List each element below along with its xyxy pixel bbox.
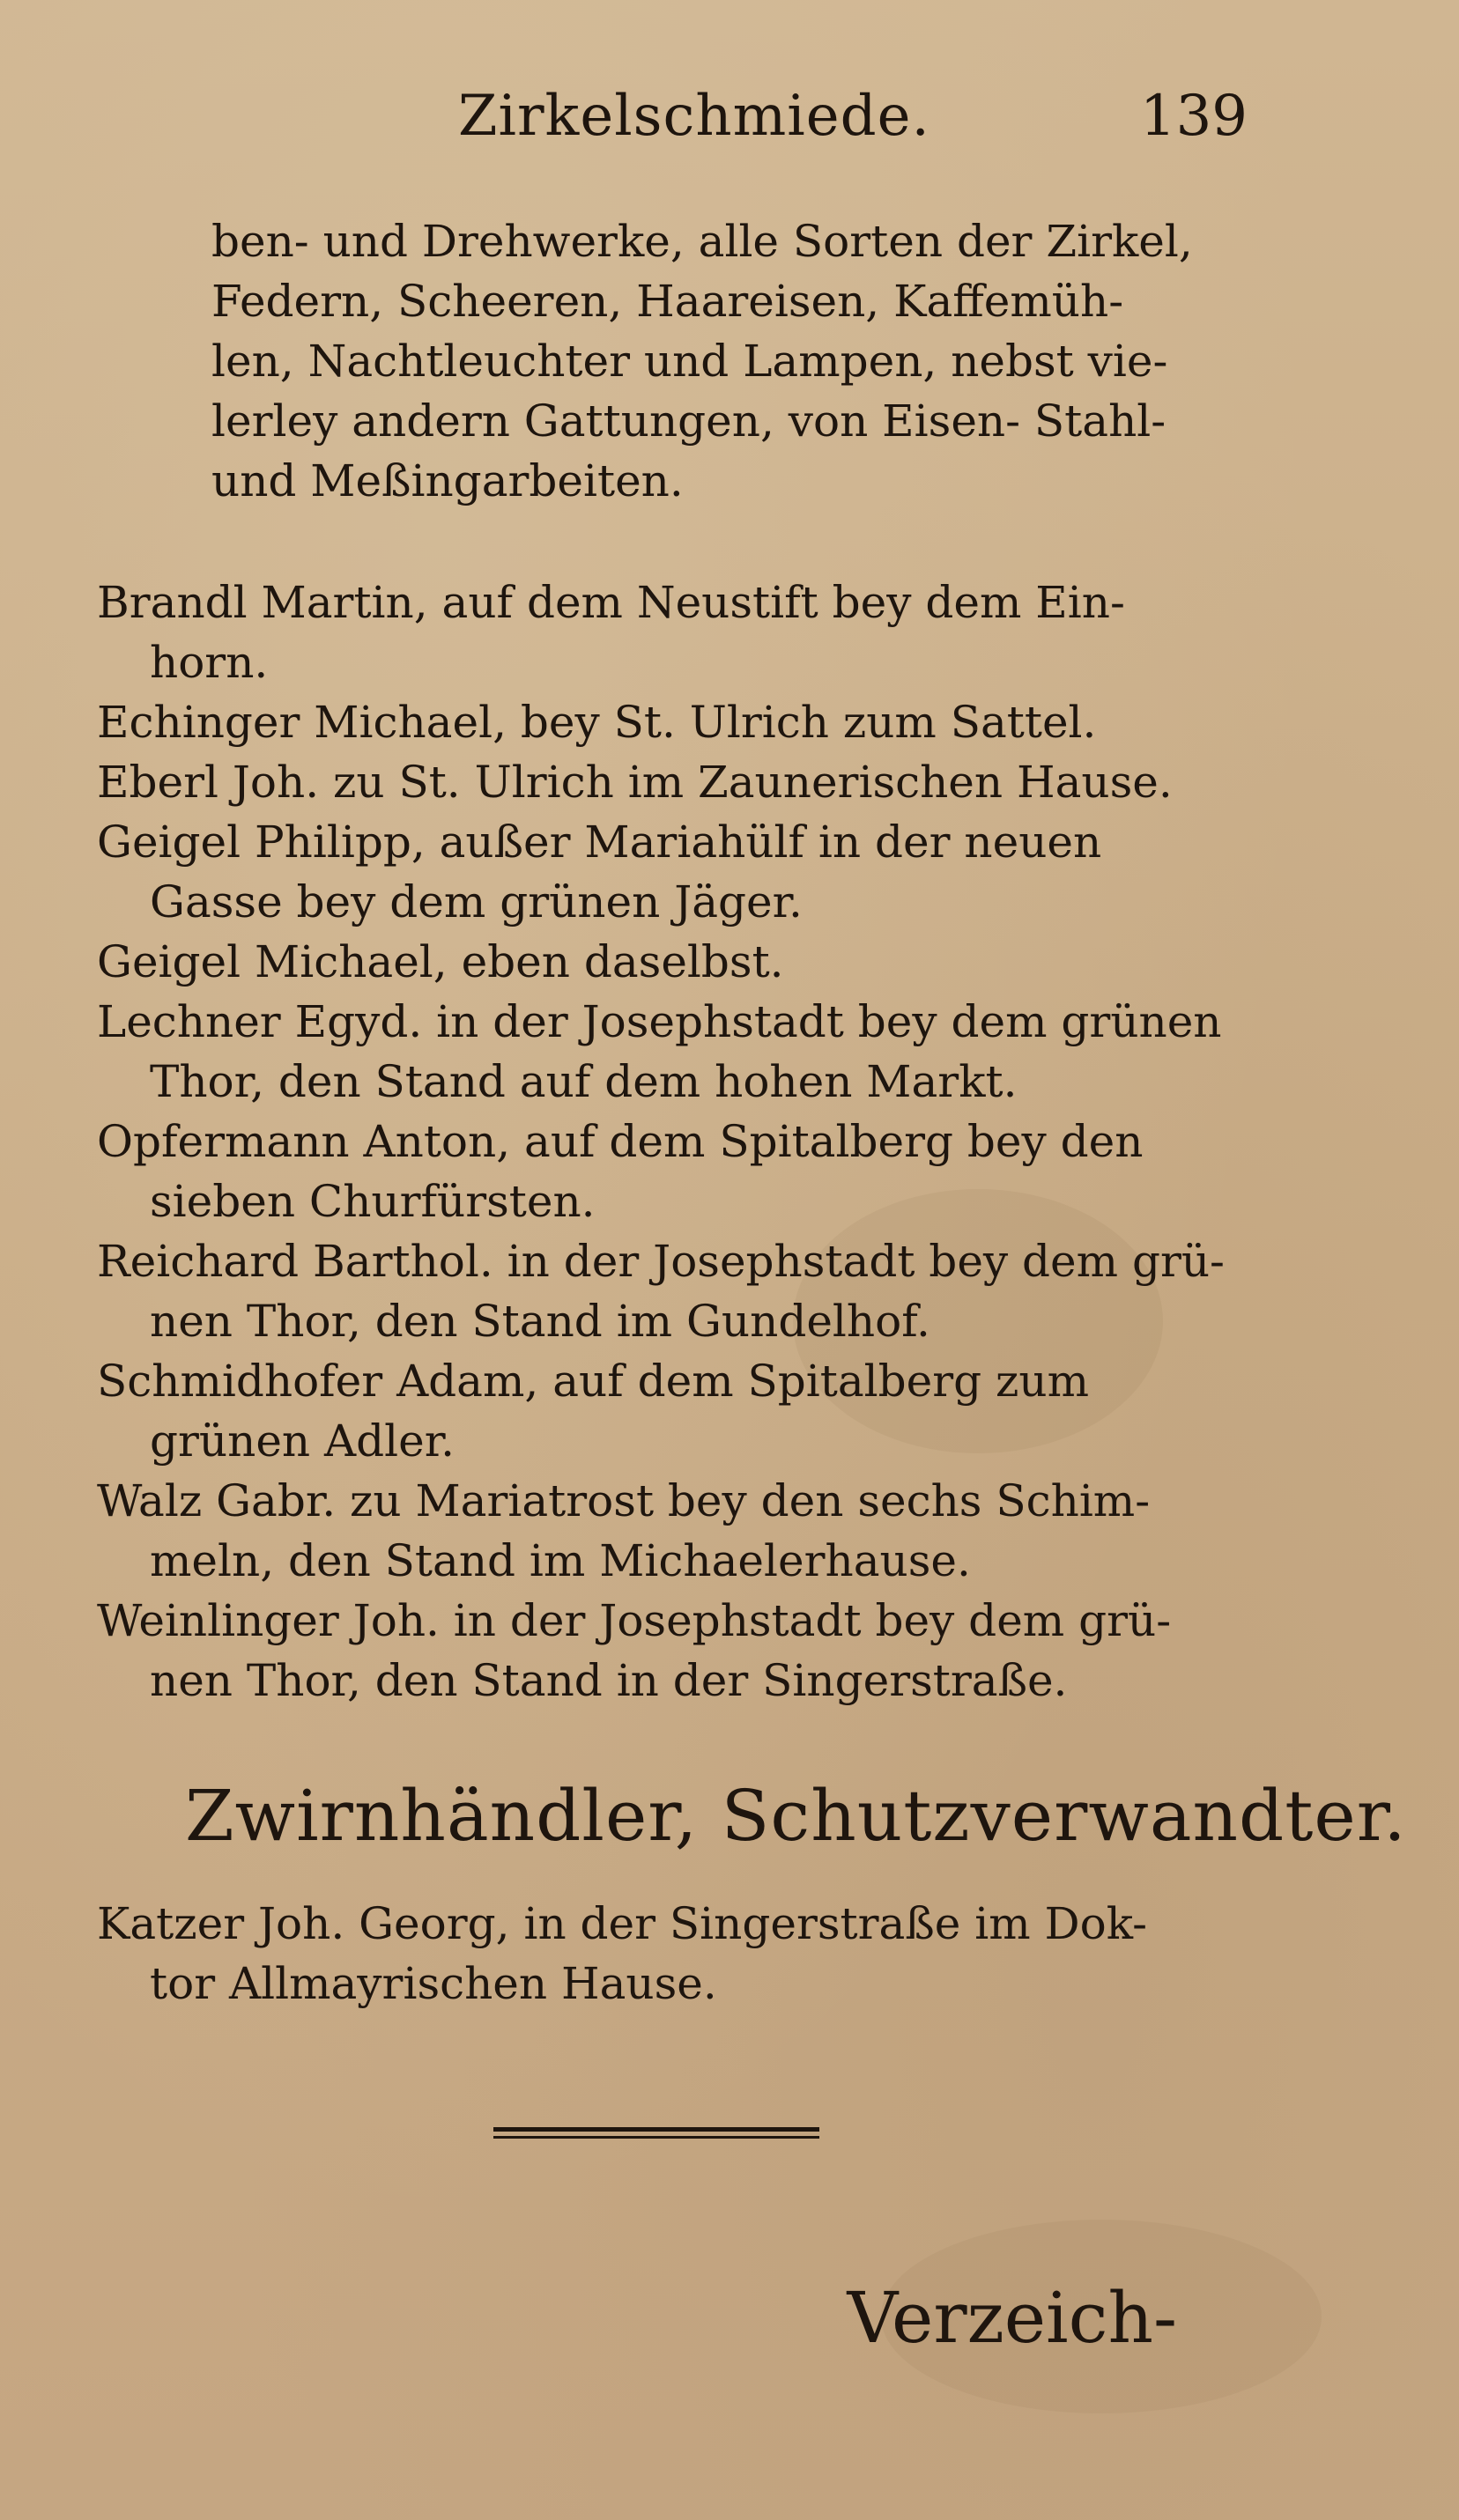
text-line: ben- und Drehwerke, alle Sorten der Zirkel,	[211, 216, 1193, 267]
list-entry	[97, 692, 1251, 752]
entry-line: Brandl Martin, auf dem Neustift bey dem Ein-	[97, 577, 1125, 628]
ornamental-rule	[493, 2127, 819, 2141]
list-entry	[97, 1231, 1251, 1351]
catchword: Verzeich-	[847, 2277, 1177, 2359]
list-entry	[97, 573, 1251, 692]
rule-bar	[493, 2127, 819, 2132]
entry-line: Katzer Joh. Georg, in der Singerstraße im Dok-	[97, 1898, 1148, 1949]
running-head: Zirkelschmiede.	[458, 84, 930, 149]
list-entry	[97, 1591, 1251, 1711]
text-line: lerley andern Gattungen, von Eisen- Stahl-	[211, 395, 1166, 447]
text-line: und Meßingarbeiten.	[211, 455, 684, 506]
list-entry	[97, 932, 1251, 992]
entry-line: nen Thor, den Stand im Gundelhof.	[150, 1296, 930, 1347]
entry-list	[97, 573, 1251, 1711]
entry-line: grünen Adler.	[150, 1415, 455, 1467]
entry-line: Geigel Michael, eben daselbst.	[97, 936, 784, 987]
section-heading: Zwirnhändler, Schutzverwandter.	[185, 1775, 1407, 1857]
entry-line: Geigel Philipp, außer Mariahülf in der neuen	[97, 817, 1102, 868]
entry-line: Reichard Barthol. in der Josephstadt bey dem grü-	[97, 1236, 1225, 1287]
entry-line: nen Thor, den Stand in der Singerstraße.	[150, 1655, 1068, 1706]
entry-line: Schmidhofer Adam, auf dem Spitalberg zum	[97, 1356, 1090, 1407]
entry-line: Thor, den Stand auf dem hohen Markt.	[150, 1056, 1018, 1107]
entry-line: sieben Churfürsten.	[150, 1176, 596, 1227]
list-entry	[97, 1351, 1251, 1471]
list-entry	[97, 1471, 1251, 1591]
entry-line: Echinger Michael, bey St. Ulrich zum Sattel.	[97, 697, 1097, 748]
entry-line: Weinlinger Joh. in der Josephstadt bey dem grü-	[97, 1595, 1172, 1646]
entry-line: meln, den Stand im Michaelerhause.	[150, 1535, 971, 1586]
entry-line: Gasse bey dem grünen Jäger.	[150, 876, 803, 927]
text-line: Federn, Scheeren, Haareisen, Kaffemüh-	[211, 276, 1124, 327]
list-entry	[97, 752, 1251, 812]
text-line: len, Nachtleuchter und Lampen, nebst vie-	[211, 336, 1168, 387]
list-entry	[97, 1112, 1251, 1231]
list-entry	[97, 992, 1251, 1112]
continuation-paragraph	[211, 211, 1269, 511]
page-number: 139	[1139, 84, 1248, 149]
entry-line: Eberl Joh. zu St. Ulrich im Zaunerischen Hause.	[97, 757, 1173, 808]
list-entry	[97, 812, 1251, 932]
section-entry-list	[97, 1894, 1251, 2014]
entry-line: tor Allmayrischen Hause.	[150, 1958, 717, 2009]
entry-line: Lechner Egyd. in der Josephstadt bey dem grünen	[97, 996, 1222, 1047]
rule-bar	[493, 2136, 819, 2139]
list-entry	[97, 1894, 1251, 2014]
entry-line: horn.	[150, 637, 269, 688]
entry-line: Walz Gabr. zu Mariatrost bey den sechs Schim-	[97, 1475, 1151, 1526]
entry-line: Opfermann Anton, auf dem Spitalberg bey den	[97, 1116, 1144, 1167]
